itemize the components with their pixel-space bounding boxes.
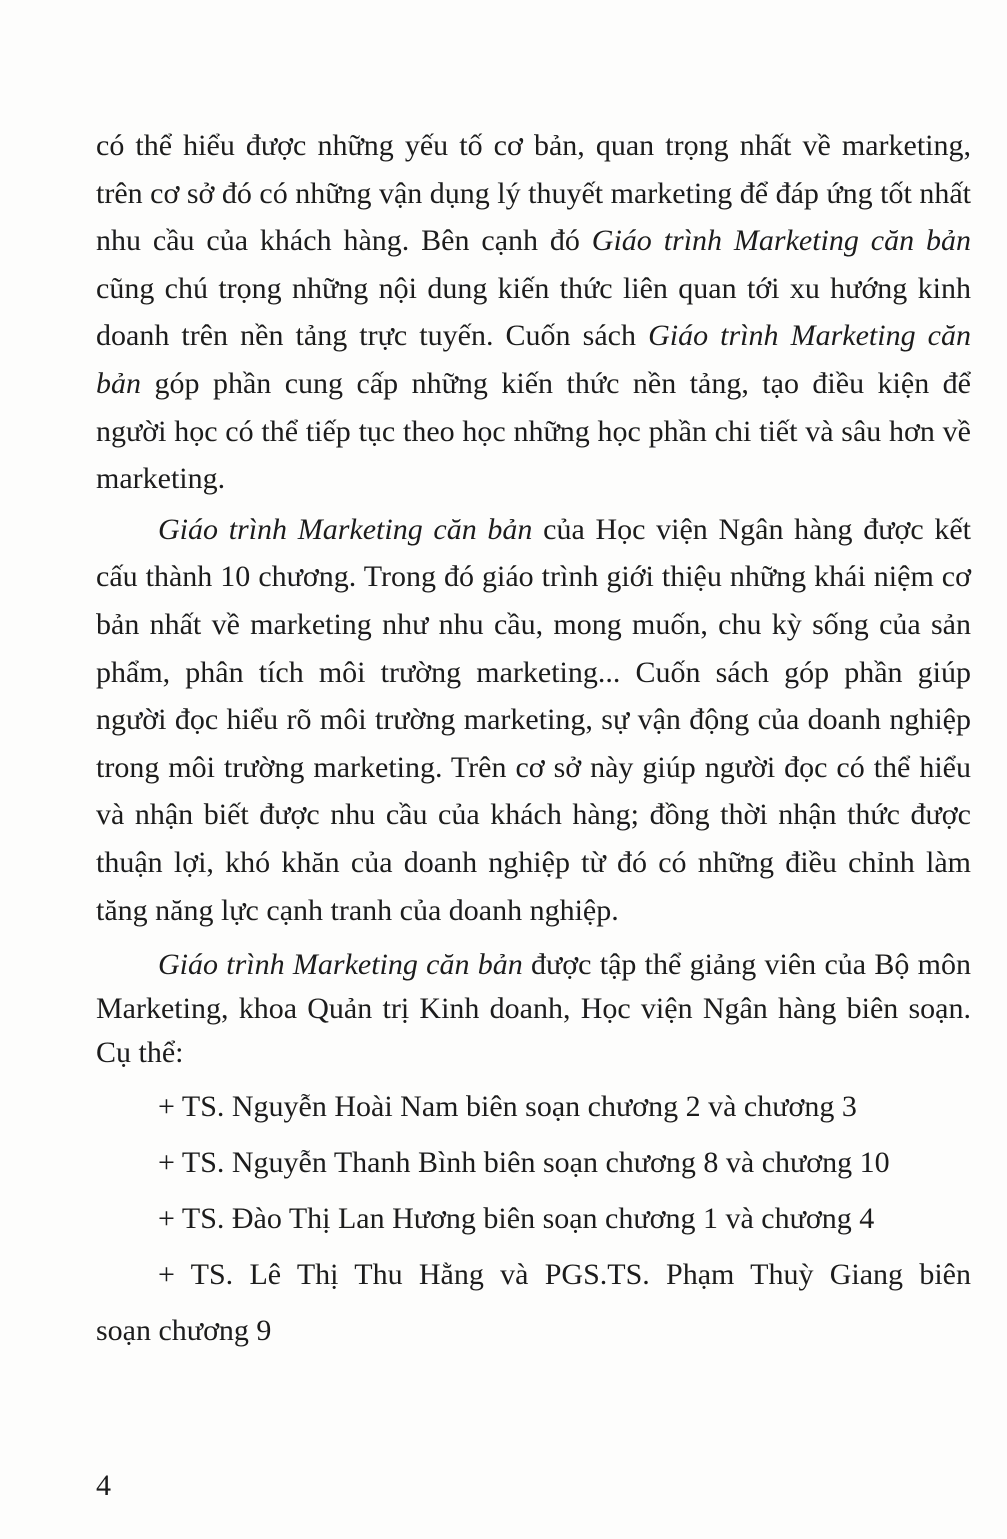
text-run: cũng chú trọng những nội dung kiến thức liên quan tới xu hướng kinh doanh trên nền tảng trực tuyến. Cuốn sách [96,271,971,353]
text-run: góp phần cung cấp những kiến thức nền tảng, tạo điều kiện để người học có thể tiếp tục theo học những học phần chi tiết và sâu hơn về marketing. [96,366,971,496]
author-item: + TS. Nguyễn Hoài Nam biên soạn chương 2 và chương 3 [158,1090,857,1124]
author-item: + TS. Đào Thị Lan Hương biên soạn chương 1 và chương 4 [158,1202,875,1236]
author-item [96,1247,971,1359]
author-item-line: + TS. Lê Thị Thu Hằng và PGS.TS. Phạm Thuỳ Giang biên [158,1258,971,1292]
body-text [96,122,971,1359]
book-title: Giáo trình Marketing căn bản [96,319,971,400]
paragraph-authors-intro [96,943,971,1075]
paragraph-structure [96,506,971,934]
author-item: + TS. Nguyễn Thanh Bình biên soạn chương 8 và chương 10 [158,1146,890,1180]
book-title: Giáo trình Marketing căn bản [158,512,533,546]
paragraph-intro [96,122,971,503]
text-run: của Học viện Ngân hàng được kết cấu thành 10 chương. Trong đó giáo trình giới thiệu những khái niệm cơ bản nhất về marketing như nhu cầu, mong muốn, chu kỳ sống của sản phẩm, phân tích môi trường marketing... Cuốn sách góp phần giúp người đọc hiểu rõ môi trường marketing, sự vận động của doanh nghiệp trong môi trường marketing. Trên cơ sở này giúp người đọc có thể hiểu và nhận biết được nhu cầu của khách hàng; đồng thời nhận thức được thuận lợi, khó khăn của doanh nghiệp từ đó có những điều chỉnh làm tăng năng lực cạnh tranh của doanh nghiệp. [96,512,971,927]
page-number: 4 [96,1469,111,1502]
text-run: được tập thể giảng viên của Bộ môn Marketing, khoa Quản trị Kinh doanh, Học viện Ngân hàng biên soạn. Cụ thể: [96,948,971,1070]
author-list [96,1079,971,1359]
author-item-line: soạn chương 9 [96,1314,272,1348]
book-title: Giáo trình Marketing căn bản [158,948,523,982]
text-run: có thể hiểu được những yếu tố cơ bản, quan trọng nhất về marketing, trên cơ sở đó có những vận dụng lý thuyết marketing để đáp ứng tốt nhất nhu cầu của khách hàng. Bên cạnh đó [96,129,971,258]
book-title: Giáo trình Marketing căn bản [591,224,971,258]
